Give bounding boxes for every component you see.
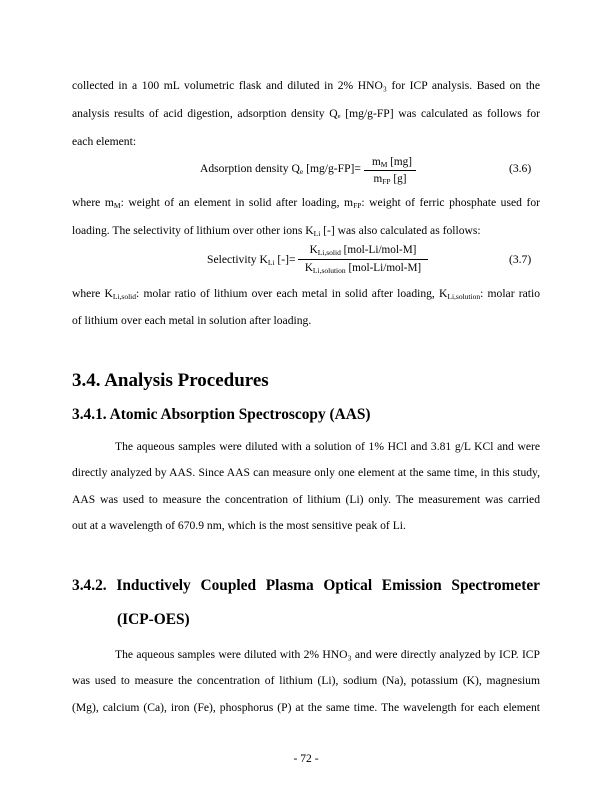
equation-3-6-number: (3.6) — [509, 162, 532, 175]
body-text-line: collected in a 100 mL volumetric flask and diluted in 2% HNO₃ for ICP analysis. Based on the — [72, 79, 540, 92]
body-text-line: loading. The selectivity of lithium over other ions $K_{Li}$ [-] was also calculated as follows: — [72, 224, 481, 238]
section-heading-3-4: 3.4. Analysis Procedures — [72, 370, 269, 391]
equation-3-7-numerator: $K_{Li,solid}$ [mol-Li/mol-M] — [309, 244, 417, 257]
subsection-heading-3-4-1: 3.4.1. Atomic Absorption Spectroscopy (AAS) — [72, 406, 371, 423]
body-text-line: AAS was used to measure the concentration of lithium (Li) only. The measurement was carried — [72, 493, 540, 506]
equation-3-7-denominator: $K_{Li,solution}$ [mol-Li/mol-M] — [304, 262, 422, 275]
page-number: - 72 - — [293, 752, 319, 765]
body-text-line: of lithium over each metal in solution after loading. — [72, 314, 312, 327]
body-text-line: out at a wavelength of 670.9 nm, which is the most sensitive peak of Li. — [72, 519, 406, 532]
body-text-line: analysis results of acid digestion, adsorption density Qₑ [mg/g-FP] was calculated as follows for — [72, 107, 540, 120]
equation-3-6-numerator: $m_M$ [mg] — [372, 156, 412, 169]
body-text-line: where $m_M$: weight of an element in solid after loading, $m_{FP}$: weight of ferric phosphate used for — [72, 196, 540, 210]
body-text-line: (Mg), calcium (Ca), iron (Fe), phosphorus (P) at the same time. The wavelength for each element — [72, 701, 540, 714]
body-text-line: directly analyzed by AAS. Since AAS can measure only one element at the same time, in this study, — [72, 466, 540, 479]
equation-3-6-lhs: Adsorption density $Q_e$ [mg/g-FP]= — [200, 162, 361, 176]
body-text-line: The aqueous samples were diluted with a solution of 1% HCl and 3.81 g/L KCl and were — [115, 440, 540, 453]
body-text-line: where $K_{Li,solid}$: molar ratio of lithium over each metal in solid after loading, $K_{Li,solution}$: molar ratio — [72, 287, 540, 301]
equation-3-7-number: (3.7) — [509, 253, 532, 266]
equation-3-7-fraction-bar — [298, 259, 428, 260]
body-text-line: The aqueous samples were diluted with 2% HNO₃ and were directly analyzed by ICP. ICP — [115, 648, 540, 661]
subsection-heading-3-4-2: 3.4.2. Inductively Coupled Plasma Optical Emission Spectrometer — [72, 577, 540, 594]
equation-3-6-fraction-bar — [364, 170, 416, 171]
equation-3-7-lhs: Selectivity $K_{Li}$ [-]= — [207, 253, 296, 267]
body-text-line: each element: — [72, 135, 137, 148]
equation-3-6-denominator: $m_{FP}$ [g] — [373, 173, 407, 186]
subsection-heading-3-4-2-continued: (ICP-OES) — [117, 611, 190, 628]
body-text-line: was used to measure the concentration of lithium (Li), sodium (Na), potassium (K), magnesium — [72, 674, 540, 687]
